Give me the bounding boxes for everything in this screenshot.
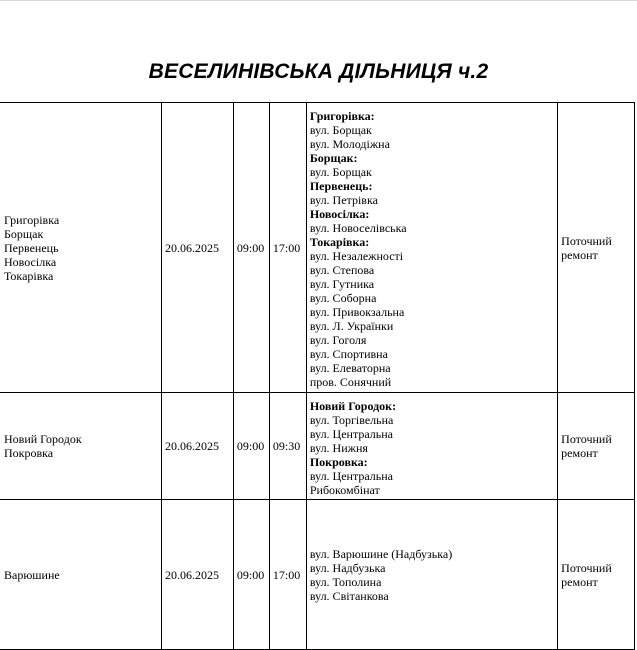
reason-line: ремонт (561, 446, 598, 460)
table-row (0, 393, 635, 500)
settlements-cell (0, 103, 162, 393)
street-item: вул. Гоголя (309, 333, 367, 347)
settlement-name: Первенець (4, 240, 59, 255)
page-title: ВЕСЕЛИНІВСЬКА ДІЛЬНИЦЯ ч.2 (148, 60, 489, 83)
settlement-heading: Новий Городок: (309, 399, 397, 413)
settlement-name: Варюшине (4, 567, 60, 582)
settlement-heading: Покровка: (309, 455, 368, 469)
settlement-heading: Борщак: (309, 151, 358, 165)
street-item: вул. Привокзальна (309, 305, 405, 319)
street-item: вул. Тополина (309, 574, 382, 589)
street-item: вул. Центральна (309, 469, 394, 483)
streets-cell (306, 500, 557, 650)
street-item: вул. Варюшине (Надбузька) (309, 546, 453, 561)
settlement-name: Новосілка (4, 254, 57, 269)
table-row (0, 103, 635, 393)
settlements-cell (0, 393, 162, 500)
table-row (0, 500, 635, 650)
streets-cell (306, 393, 557, 500)
settlement-heading: Новосілка: (309, 207, 370, 221)
reason-cell (558, 500, 635, 650)
reason-line: Поточний (561, 233, 612, 248)
street-item: пров. Сонячний (309, 375, 392, 389)
street-item: вул. Борщак (309, 165, 372, 179)
street-item: вул. Елеваторна (309, 361, 391, 375)
date-cell: 20.06.2025 (162, 393, 234, 500)
street-item: вул. Соборна (309, 291, 377, 305)
street-item: вул. Новоселівська (309, 221, 407, 235)
reason-line: Поточний (561, 432, 612, 446)
street-item: вул. Гутника (309, 277, 375, 291)
reason-cell (558, 393, 635, 500)
start-time-cell: 09:00 (233, 500, 269, 650)
street-item: вул. Незалежності (309, 249, 404, 263)
reason-line: ремонт (561, 574, 598, 589)
settlement-name: Новий Городок (4, 432, 82, 446)
end-time-cell: 17:00 (269, 103, 306, 393)
outage-schedule-table (0, 102, 635, 650)
date-cell: 20.06.2025 (162, 500, 234, 650)
settlement-heading: Григорівка: (309, 109, 375, 123)
start-time-cell: 09:00 (233, 393, 269, 500)
settlement-heading: Токарівка: (309, 235, 370, 249)
street-item: вул. Нижня (309, 441, 368, 455)
settlement-name: Покровка (4, 446, 54, 460)
streets-cell (306, 103, 557, 393)
reason-cell (558, 103, 635, 393)
street-item: вул. Степова (309, 263, 375, 277)
street-item: вул. Торгівельна (309, 413, 394, 427)
settlements-cell (0, 500, 162, 650)
street-item: вул. Борщак (309, 123, 372, 137)
end-time-cell: 09:30 (269, 393, 306, 500)
street-item: вул. Петрівка (309, 193, 378, 207)
settlement-name: Григорівка (4, 212, 60, 227)
settlement-name: Борщак (4, 226, 44, 241)
street-item: вул. Світанкова (309, 588, 389, 603)
end-time-cell: 17:00 (269, 500, 306, 650)
street-item: вул. Л. Українки (309, 319, 394, 333)
street-item: вул. Молодіжна (309, 137, 390, 151)
start-time-cell: 09:00 (233, 103, 269, 393)
street-item: вул. Спортивна (309, 347, 388, 361)
table-body (0, 103, 635, 650)
reason-line: Поточний (561, 560, 612, 575)
street-item: вул. Надбузька (309, 560, 386, 575)
date-cell: 20.06.2025 (162, 103, 234, 393)
settlement-name: Токарівка (4, 268, 54, 283)
street-item: Рибокомбінат (309, 483, 380, 497)
top-divider (0, 0, 637, 1)
settlement-heading: Первенець: (309, 179, 373, 193)
reason-line: ремонт (561, 247, 598, 262)
street-item: вул. Центральна (309, 427, 394, 441)
